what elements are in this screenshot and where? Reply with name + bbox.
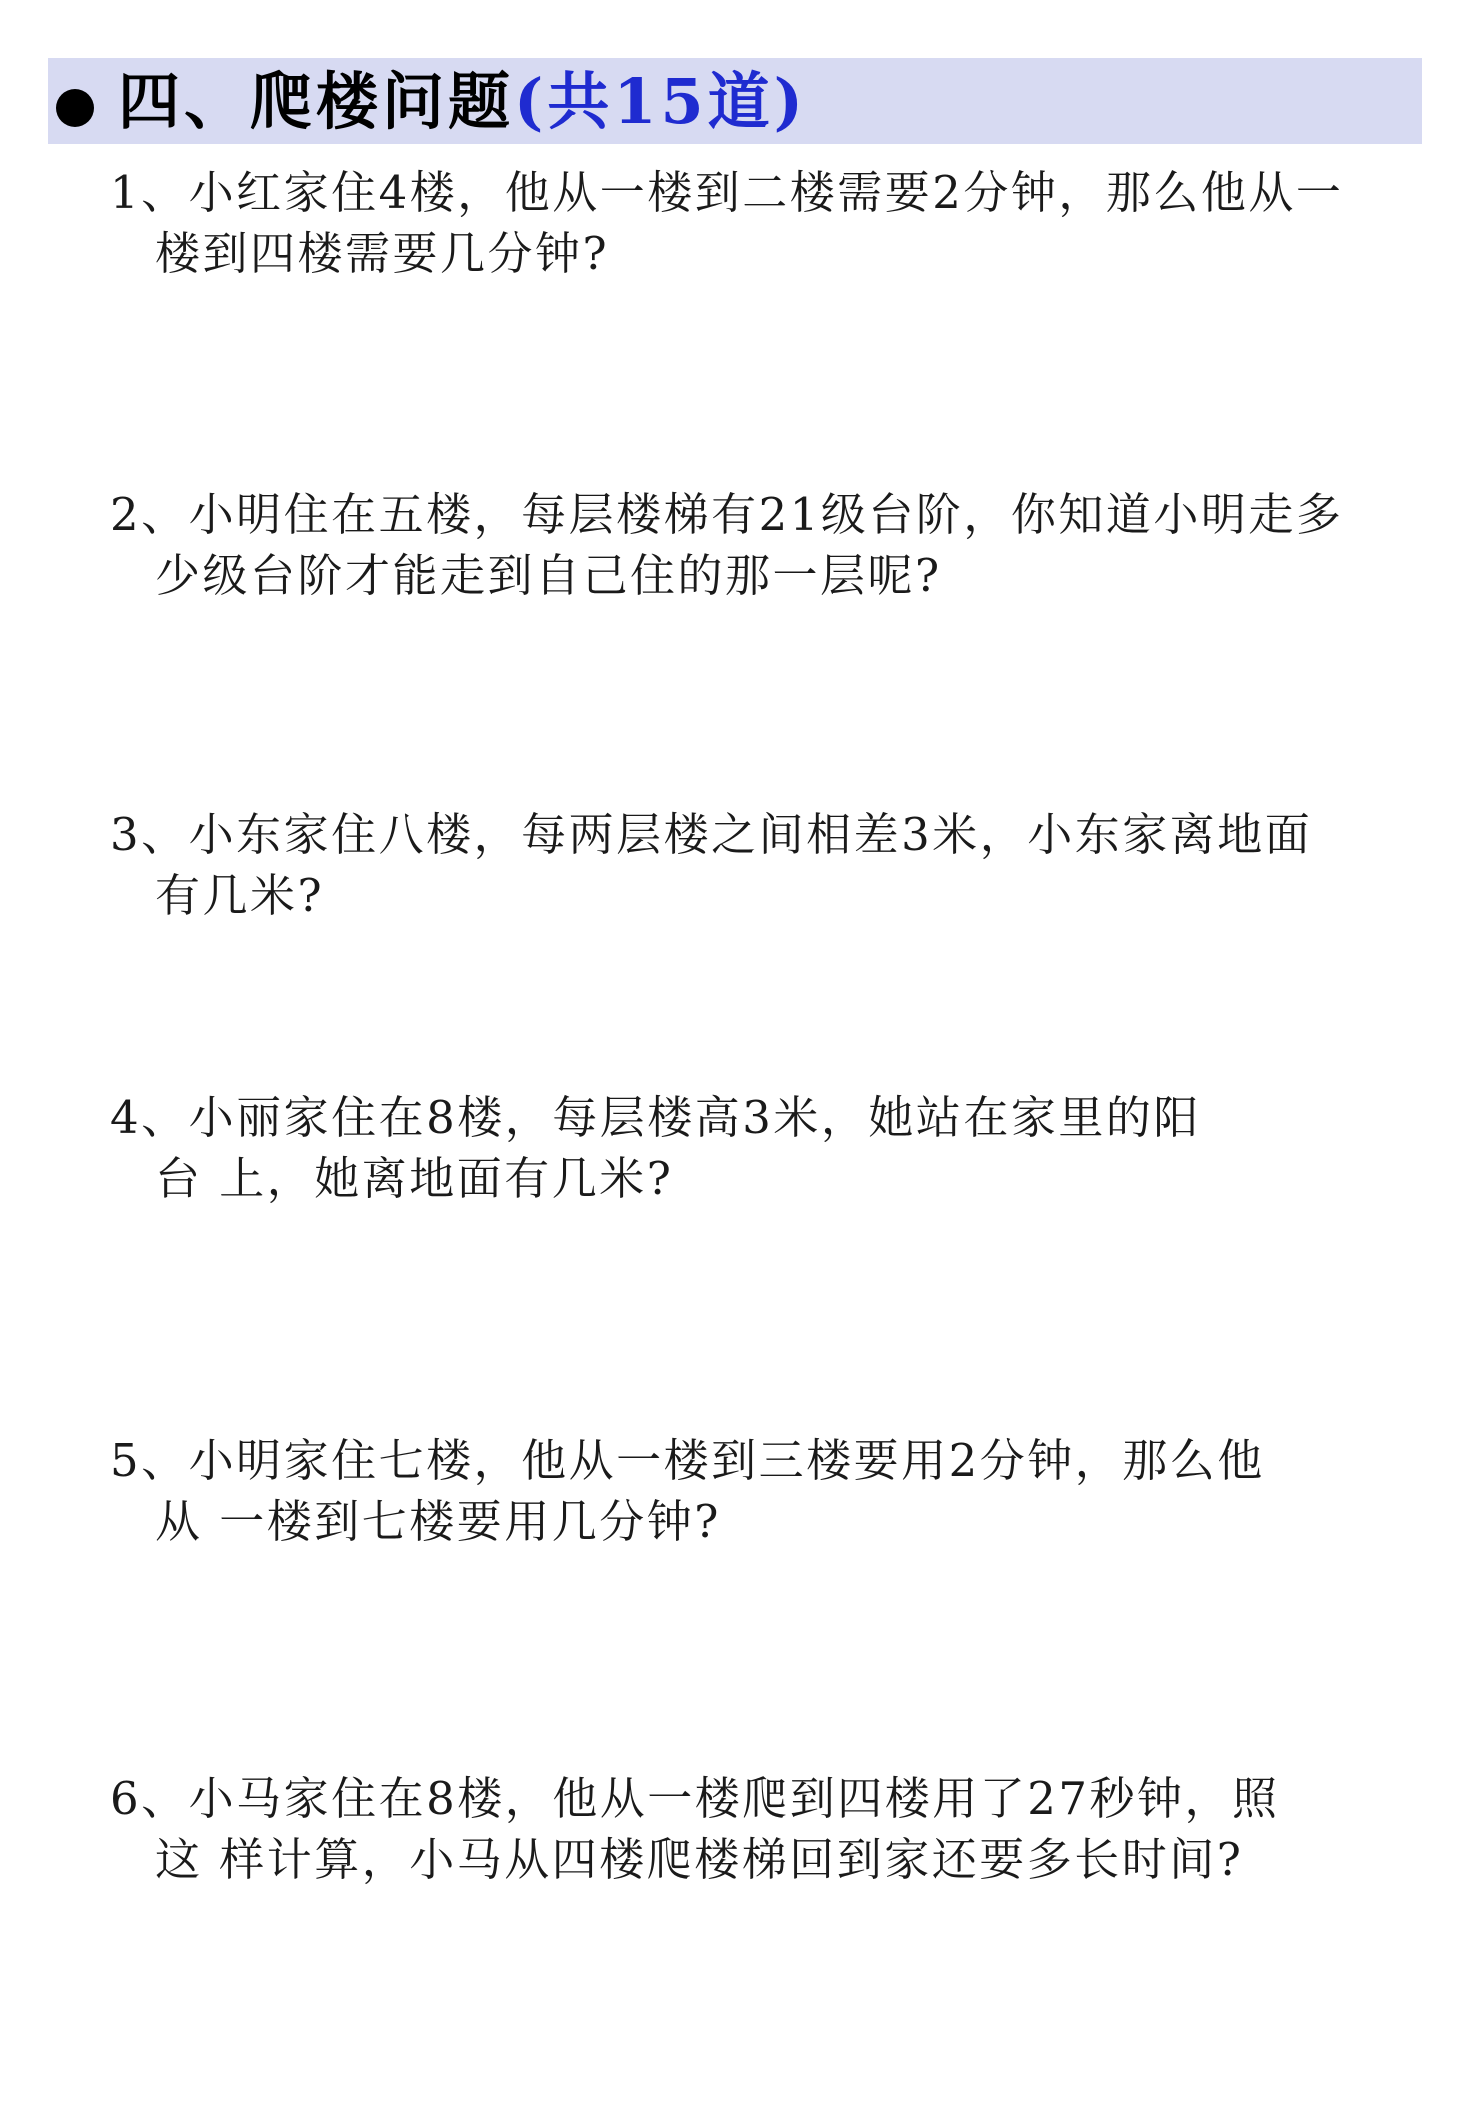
question-line: 5、小明家住七楼，他从一楼到三楼要用2分钟，那么他 — [110, 1434, 1265, 1487]
question-item — [110, 804, 1400, 926]
question-line: 楼到四楼需要几分钟? — [155, 227, 610, 280]
question-line: 从 一楼到七楼要用几分钟? — [155, 1495, 721, 1548]
question-line: 台 上，她离地面有几米? — [155, 1152, 674, 1205]
question-item — [110, 1768, 1400, 1890]
question-item — [110, 1087, 1400, 1209]
question-item — [110, 484, 1400, 606]
question-line: 这 样计算，小马从四楼爬楼梯回到家还要多长时间? — [155, 1833, 1244, 1886]
question-line: 少级台阶才能走到自己住的那一层呢? — [155, 549, 942, 602]
question-line: 1、小红家住4楼，他从一楼到二楼需要2分钟，那么他从一 — [110, 166, 1344, 219]
question-line: 3、小东家住八楼，每两层楼之间相差3米，小东家离地面 — [110, 808, 1313, 861]
section-title — [118, 62, 807, 142]
question-line: 2、小明住在五楼，每层楼梯有21级台阶，你知道小明走多 — [110, 488, 1344, 541]
section-title-text: 四、爬楼问题 — [118, 65, 515, 138]
question-line: 有几米? — [155, 869, 325, 922]
question-item — [110, 162, 1400, 284]
bullet-icon — [56, 89, 94, 127]
question-line: 4、小丽家住在8楼，每层楼高3米，她站在家里的阳 — [110, 1091, 1201, 1144]
section-count: (共15道) — [514, 65, 807, 138]
question-item — [110, 1430, 1400, 1552]
question-line: 6、小马家住在8楼，他从一楼爬到四楼用了27秒钟，照 — [110, 1772, 1280, 1825]
